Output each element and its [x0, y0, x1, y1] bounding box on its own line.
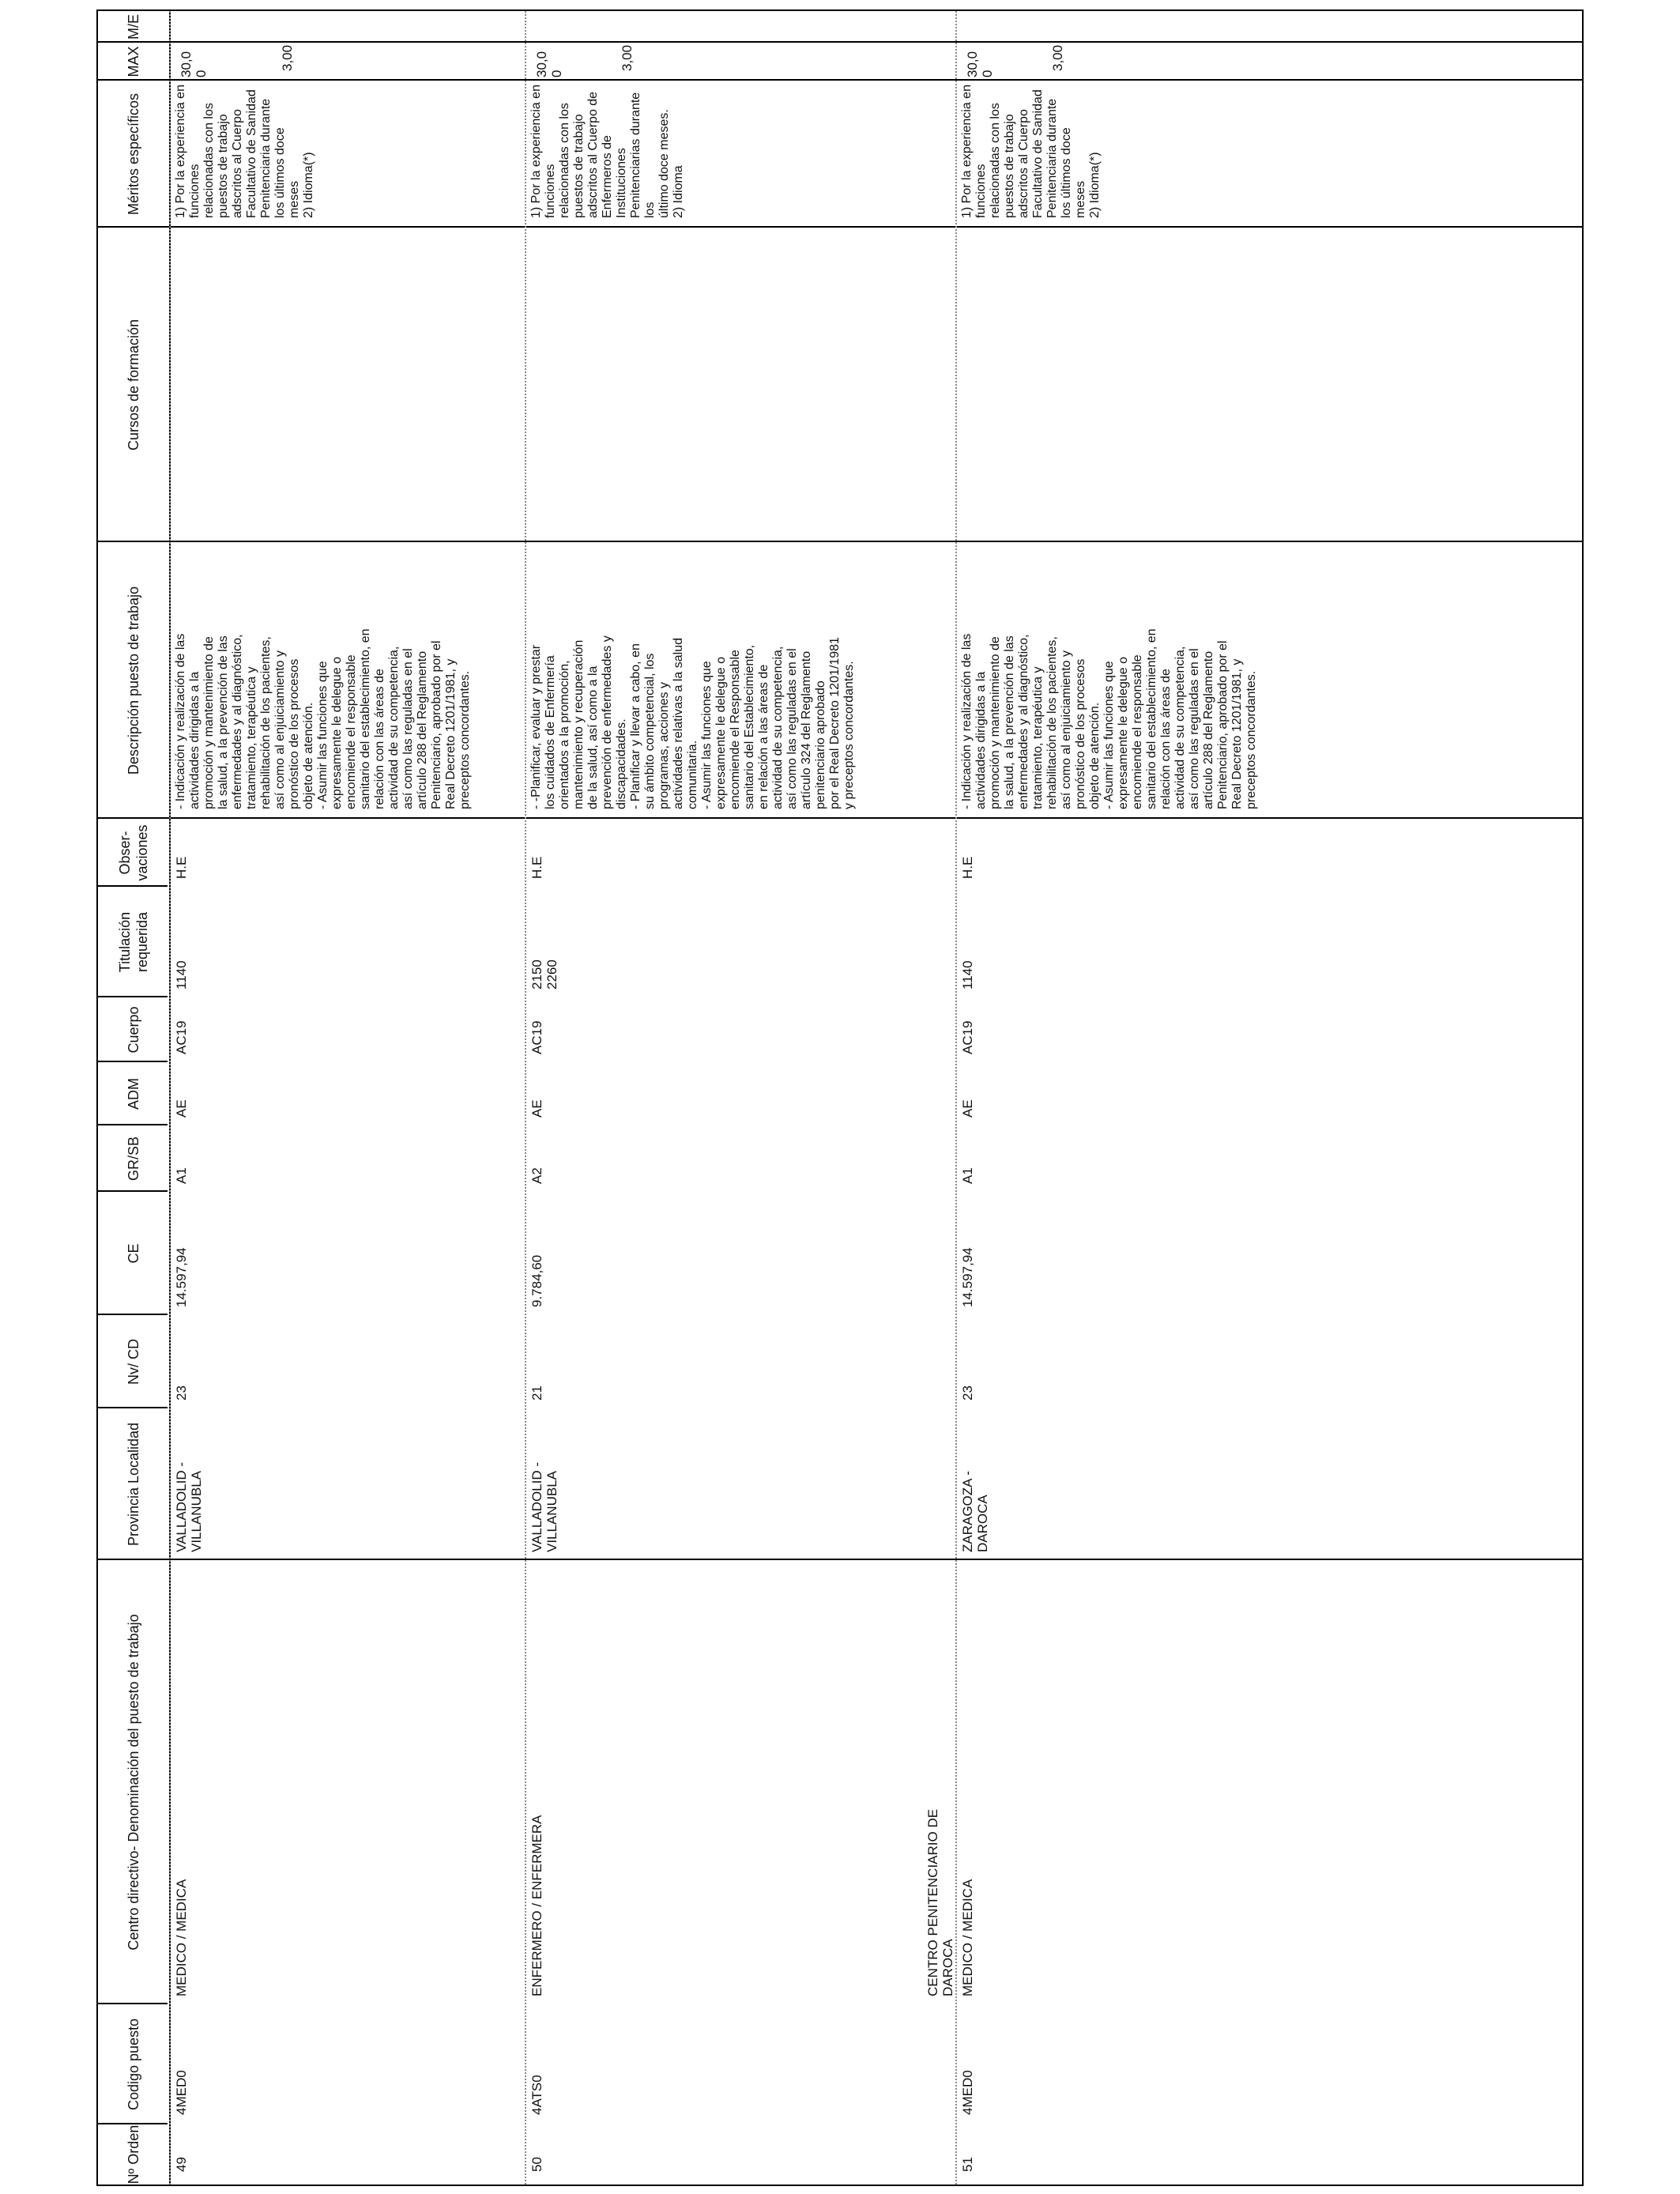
header-me: M/E	[126, 14, 141, 40]
meritos-cell: 1) Por la experiencia en funciones relacionadas con los puestos de trabajo adscritos al Cuerpo de Enfermeros de Instituciones Penitenciarias durante los último doce meses. 2) Idioma	[529, 85, 685, 218]
grupo-cell: A1	[960, 1167, 975, 1184]
table-row	[925, 11, 1580, 2185]
max-cell-2: 3,00	[1050, 44, 1065, 71]
meritos-cell: 1) Por la experiencia en funciones relacionadas con los puestos de trabajo adscritos al Cuerpo Facultativo de Sanidad Penitenciaria durante los últimos doce meses 2) Idioma(*)	[174, 85, 315, 218]
max-cell-1: 30,0 0	[534, 51, 564, 77]
column-rule	[96, 2003, 168, 2004]
column-rule	[96, 1314, 168, 1315]
table-row	[525, 11, 955, 2185]
adm-cell: AE	[174, 1099, 189, 1118]
denominacion-cell: MEDICO / MEDICA	[960, 1879, 975, 1996]
grupo-cell: A2	[529, 1167, 544, 1184]
row-separator	[955, 11, 957, 2185]
header-grupo: GR/SB	[126, 1137, 141, 1182]
codigo-cell: 4MED0	[174, 2070, 189, 2115]
column-rule	[96, 2123, 168, 2124]
max-cell-2: 3,00	[280, 44, 295, 71]
centro-prefix-cell: CENTRO PENITENCIARIO DE DAROCA	[925, 1808, 955, 1996]
adm-cell: AE	[529, 1099, 544, 1118]
column-rule	[96, 996, 168, 997]
provincia-cell: VALLADOLID - VILLANUBLA	[174, 1461, 204, 1552]
header-cursos: Cursos de formación	[126, 319, 141, 451]
codigo-cell: 4ATS0	[529, 2075, 544, 2115]
table-row	[169, 11, 525, 2185]
header-codigo: Codigo puesto	[126, 2018, 141, 2111]
observaciones-cell: H.E	[960, 856, 975, 879]
row-separator	[525, 11, 526, 2185]
nivel-cell: 23	[174, 1385, 189, 1400]
codigo-cell: 4MED0	[960, 2070, 975, 2115]
column-rule	[96, 1407, 168, 1408]
header-titulacion: Titulación requerida	[117, 911, 150, 973]
orden-cell: 50	[529, 2157, 544, 2172]
header-observaciones: Obser- vaciones	[117, 824, 150, 881]
denominacion-cell: MEDICO / MEDICA	[174, 1879, 189, 1996]
provincia-cell: ZARAGOZA - DAROCA	[960, 1471, 990, 1552]
descripcion-cell: - Indicación y realización de las actividades dirigidas a la promoción y mantenimiento de la salud, a la prevención de las enfermedades y al diagnóstico, tratamiento, terapéutica y rehabilitación de los pacientes, así como al enjuiciamiento y pronóstico de los procesos objeto de atención. - Asumir las funciones que expresamente le delegue o encomiende el responsable sanitario del establecimiento, en relación con las áreas de actividad de su competencia, así como las reguladas en el artículo 288 del Reglamento Penitenciario, aprobado por el Real Decreto 1201/1981, y preceptos concordantes.	[960, 628, 1258, 809]
provincia-cell: VALLADOLID - VILLANUBLA	[529, 1461, 559, 1552]
observaciones-cell: H.E	[174, 856, 189, 879]
vacancy-table	[96, 9, 1584, 2186]
header-centro: Centro directivo- Denominación del puesto de trabajo	[126, 1614, 141, 1951]
titulacion-cell: 1140	[174, 960, 189, 990]
descripcion-cell: - -Planificar, evaluar y prestar los cuidados de Enfermería orientados a la promoción, mantenimiento y recuperación de la salud, así como a la prevención de enfermedades y discapacidades. - Planificar y llevar a cabo, en su ámbito competencial, los programas, acciones y actividades relativas a la salud comunitaria. - Asumir las funciones que expresamente le delegue o encomiende el Responsable sanitario del Establecimiento, en relación a las áreas de actividad de su competencia, así como las reguladas en el artículo 324 del Reglamento penitenciario aprobado por el Real Decreto 1201/1981 y preceptos concordantes.	[529, 635, 856, 809]
column-rule	[96, 885, 168, 887]
ce-cell: 9.784,60	[529, 1254, 544, 1307]
max-cell-2: 3,00	[620, 44, 635, 71]
header-descripcion: Descripción puesto de trabajo	[126, 586, 141, 775]
column-rule	[96, 1124, 168, 1125]
header-orden: Nº Orden	[126, 2124, 141, 2185]
column-rule	[96, 1190, 168, 1192]
orden-cell: 49	[174, 2157, 189, 2172]
max-cell-1: 30,0 0	[965, 51, 995, 77]
row-separator	[169, 11, 171, 2185]
titulacion-cell: 2150 2260	[529, 959, 559, 990]
cuerpo-cell: AC19	[960, 1020, 975, 1054]
adm-cell: AE	[960, 1099, 975, 1118]
ce-cell: 14.597,94	[174, 1247, 189, 1307]
header-nivel: Nv/ CD	[126, 1339, 141, 1385]
header-ce: CE	[126, 1243, 141, 1264]
ce-cell: 14.597,94	[960, 1247, 975, 1307]
orden-cell: 51	[960, 2157, 975, 2172]
meritos-cell: 1) Por la experiencia en funciones relacionadas con los puestos de trabajo adscritos al Cuerpo Facultativo de Sanidad Penitenciaria durante los últimos doce meses 2) Idioma(*)	[960, 85, 1102, 218]
header-cuerpo: Cuerpo	[126, 1006, 141, 1054]
header-provincia: Provincia Localidad	[126, 1422, 141, 1547]
cuerpo-cell: AC19	[529, 1020, 544, 1054]
header-meritos: Méritos específicos	[126, 92, 141, 216]
nivel-cell: 23	[960, 1385, 975, 1400]
cuerpo-cell: AC19	[174, 1020, 189, 1054]
descripcion-cell: - Indicación y realización de las actividades dirigidas a la promoción y mantenimiento de la salud, a la prevención de las enfermedades y al diagnóstico, tratamiento, terapéutica y rehabilitación de los pacientes, así como al enjuiciamiento y pronóstico de los procesos objeto de atención. - Asumir las funciones que expresamente le delegue o encomiende el responsable sanitario del establecimiento, en relación con las áreas de actividad de su competencia, así como las reguladas en el artículo 288 del Reglamento Penitenciario, aprobado por el Real Decreto 1201/1981, y preceptos concordantes.	[174, 628, 472, 809]
column-rule	[96, 1061, 168, 1062]
max-cell-1: 30,0 0	[179, 51, 209, 77]
header-max: MAX	[126, 46, 141, 77]
table-header	[96, 11, 171, 2185]
titulacion-cell: 1140	[960, 960, 975, 990]
nivel-cell: 21	[529, 1385, 544, 1400]
header-adm: ADM	[126, 1078, 141, 1110]
observaciones-cell: H.E	[529, 856, 544, 879]
denominacion-cell: ENFERMERO / ENFERMERA	[529, 1815, 544, 1996]
grupo-cell: A1	[174, 1167, 189, 1184]
